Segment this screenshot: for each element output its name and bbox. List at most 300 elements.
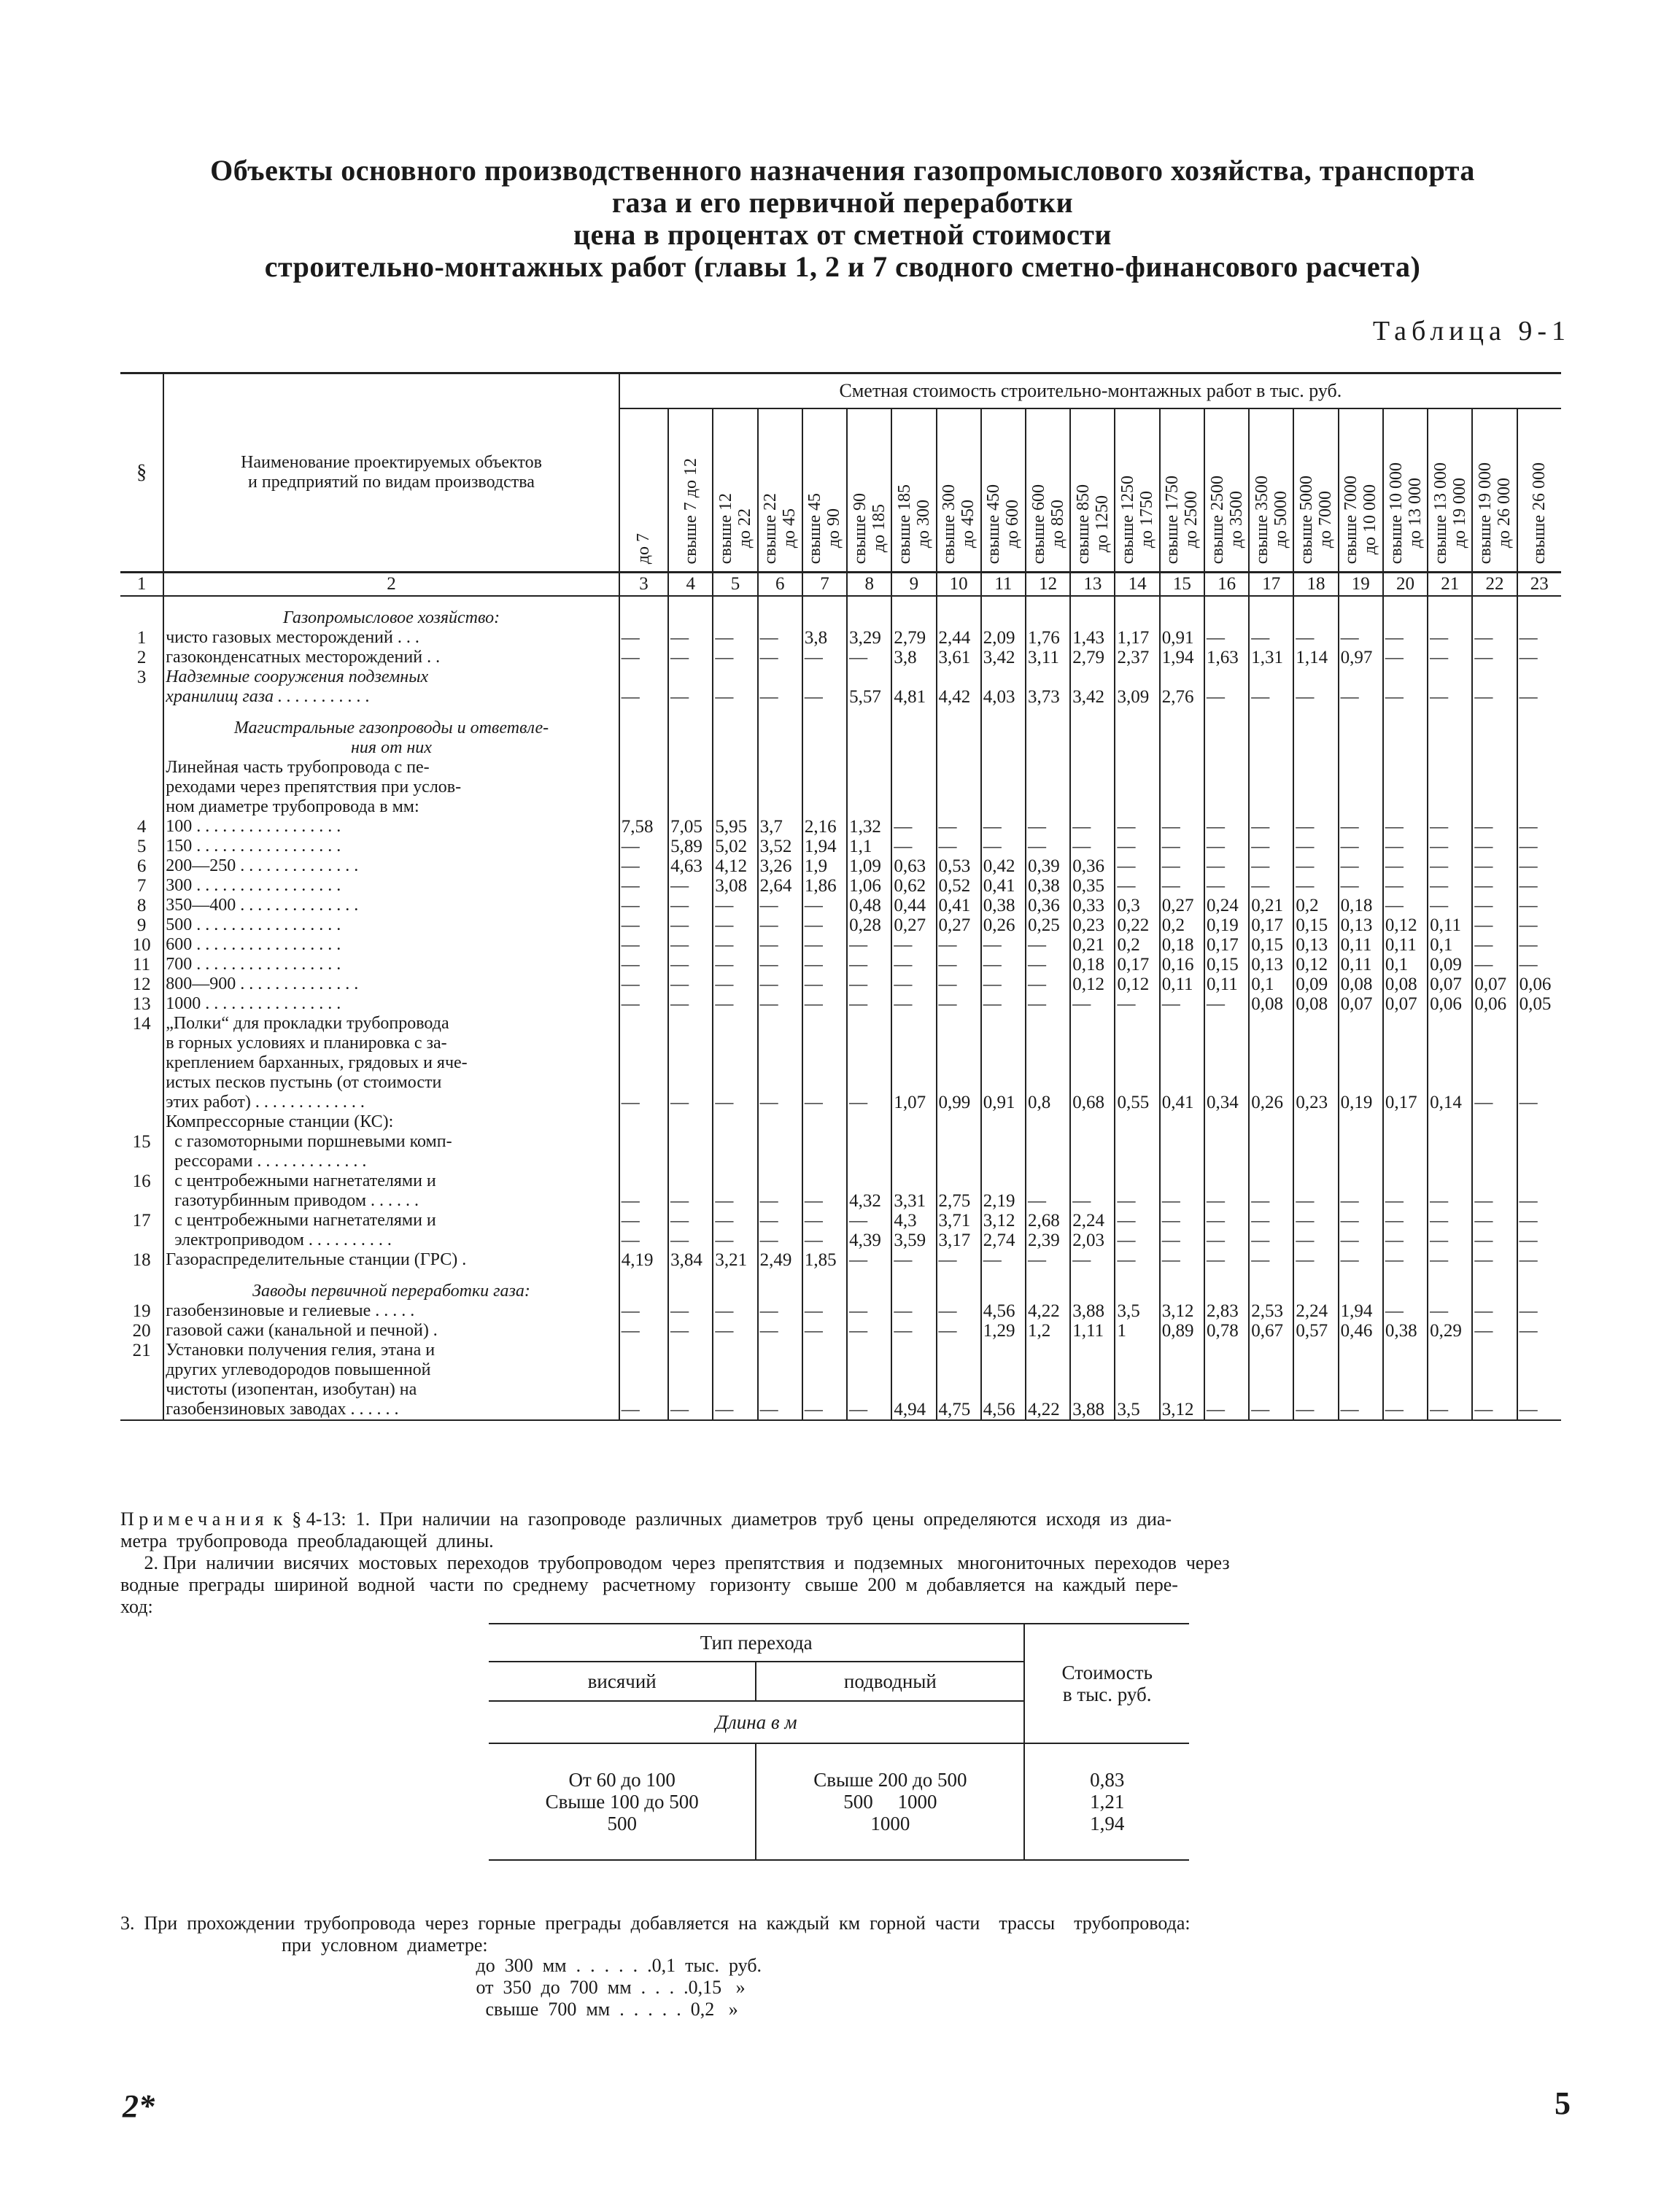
price-cell: — — — — — — — — 0,07 0,06 [1472,758,1517,1014]
empty-cell [668,707,713,758]
price-cell: — — — [847,1301,891,1420]
price-table [120,372,1561,1421]
price-cell: — — [1383,628,1428,667]
range-label: свыше 3500 до 5000 [1252,475,1290,564]
name-header: Наименование проектируемых объектов и предприятий по видам производства [163,373,619,573]
price-cell: — — 0,42 0,41 0,38 0,26 — — — — [981,758,1026,1014]
range-header [847,408,891,573]
empty-cell [1293,707,1338,758]
empty-cell [1249,596,1293,628]
price-cell: — — — — — 0,11 0,1 0,09 0,07 0,06 [1428,758,1472,1014]
range-header [937,408,981,573]
price-cell: 3,8 — [802,628,847,667]
range-label: свыше 12 до 22 [716,492,754,564]
empty-cell [713,1270,757,1301]
empty-cell [1293,596,1338,628]
price-cell: — [847,1014,891,1112]
empty-cell [1160,707,1204,758]
hanging-header: висячий [489,1662,756,1701]
price-cell: 5,95 5,02 4,12 3,08 — — — — — — [713,758,757,1014]
price-cell: 0,17 [1383,1014,1428,1112]
range-header [1383,408,1428,573]
hanging-values: От 60 до 100 Свыше 100 до 500 500 [489,1743,756,1860]
range-label: свыше 13 000 до 19 000 [1431,462,1469,564]
price-cell: 5,57 [847,667,891,707]
price-cell: — — [758,628,802,667]
price-cell: 2,24 0,57 — [1293,1301,1338,1420]
footer-left-mark: 2* [123,2088,155,2124]
price-cell: — [713,1014,757,1112]
price-cell: — [1204,667,1249,707]
price-cell: — — — — [1160,1112,1204,1270]
price-cell: 0,14 [1428,1014,1472,1112]
price-cell: 0,91 1,94 [1160,628,1204,667]
empty-cell [802,596,847,628]
price-cell: — — — — 0,24 0,19 0,17 0,15 0,11 — [1204,758,1249,1014]
range-header [1026,408,1070,573]
empty-cell [1204,1270,1249,1301]
price-cell: — — [668,628,713,667]
price-cell: — — — — [1517,1112,1561,1270]
price-cell: 4,22 1,2 4,22 [1026,1301,1070,1420]
note-2: 2. При наличии висячих мостовых переходов трубопроводом через препятствия и подземных многониточных переходов через водные преграды шириной водной части по среднему расчетному горизонту свыше 200 м добавляется на каждый пере- ход: [120,1552,1230,1617]
price-cell: — — — [802,1301,847,1420]
price-cell: 2,76 [1160,667,1204,707]
price-cell: — — [1428,628,1472,667]
column-number: 18 [1293,573,1338,597]
empty-cell [1383,1270,1428,1301]
range-header [1249,408,1293,573]
price-cell: 0,23 [1293,1014,1338,1112]
empty-cell [1517,707,1561,758]
price-cell: — 1,31 [1249,628,1293,667]
price-cell: — — — [619,1301,668,1420]
range-header [1070,408,1115,573]
price-cell: — — — — [1428,1112,1472,1270]
range-label: свыше 19 000 до 26 000 [1475,462,1514,564]
price-cell: 2,16 1,94 1,9 1,86 — — — — — — [802,758,847,1014]
range-header [668,408,713,573]
price-cell: — — 4,94 [891,1301,936,1420]
empty-cell [668,596,713,628]
range-label: свыше 10 000 до 13 000 [1386,462,1425,564]
price-cell: — [1383,667,1428,707]
price-cell: 1,76 3,11 [1026,628,1070,667]
price-cell: 3,88 1,11 3,88 [1070,1301,1115,1420]
price-cell: — [619,1014,668,1112]
price-cell: 0,99 [937,1014,981,1112]
empty-cell [847,707,891,758]
range-label: свыше 450 до 600 [984,484,1023,564]
price-cell: — — — — [1383,1112,1428,1270]
column-number: 7 [802,573,847,597]
empty-cell [1070,596,1115,628]
empty-cell [847,596,891,628]
price-cell: — [1293,667,1338,707]
title-line-4: строительно-монтажных работ (главы 1, 2 и 7 сводного сметно-финансового расчета) [264,250,1421,283]
price-cell: 0,8 [1026,1014,1070,1112]
column-number: 13 [1070,573,1115,597]
price-cell: 0,19 [1339,1014,1383,1112]
price-cell: — [802,667,847,707]
price-cell: 1,17 2,37 [1115,628,1159,667]
price-cell: 3,29 — [847,628,891,667]
empty-cell [619,596,668,628]
price-cell: — [668,1014,713,1112]
price-cell: — — — 2,49 [758,1112,802,1270]
column-number: 17 [1249,573,1293,597]
range-label: свыше 2500 до 3500 [1207,475,1246,564]
note-3-values: до 300 мм . . . . . .0,1 тыс. руб. от 350 до 700 мм . . . .0,15 » свыше 700 мм . . . . . 0,2 » [476,1955,762,2020]
column-number: 22 [1472,573,1517,597]
price-cell: 0,91 [981,1014,1026,1112]
price-cell: 0,26 [1249,1014,1293,1112]
price-cell: 3,12 0,89 3,12 [1160,1301,1204,1420]
price-cell: — — — [1517,1301,1561,1420]
column-number: 12 [1026,573,1070,597]
price-cell: — [1472,667,1517,707]
empty-cell [1115,596,1159,628]
price-cell: — — — 4,19 [619,1112,668,1270]
object-name: Газопромысловое хозяйство: [163,596,619,628]
length-header: Длина в м [715,1711,797,1733]
empty-cell [1026,707,1070,758]
empty-cell [1472,596,1517,628]
range-label: свыше 7000 до 10 000 [1342,475,1380,564]
empty-cell [1383,707,1428,758]
price-cell: 3,73 [1026,667,1070,707]
underwater-values: Свыше 200 до 500 500 1000 1000 [756,1743,1024,1860]
object-name: „Полки“ для прокладки трубопровода в горных условиях и планировка с за- креплением барханных, грядовых и яче- истых песков пустынь (от стоимости этих работ) . . . . . . . . . . . . . [163,1014,619,1112]
object-name: Надземные сооружения подземных хранилищ газа . . . . . . . . . . . [163,667,619,707]
price-cell: — [1472,1014,1517,1112]
empty-cell [758,1270,802,1301]
empty-cell [937,596,981,628]
price-cell: — — — — — 0,12 0,11 0,1 0,08 0,07 [1383,758,1428,1014]
section-number: 19 20 21 [120,1301,163,1420]
range-header [758,408,802,573]
price-cell: 1,43 2,79 [1070,628,1115,667]
cost-group-header: Сметная стоимость строительно-монтажных работ в тыс. руб. [619,373,1561,409]
price-cell: — 0,38 — [1383,1301,1428,1420]
price-cell: — — — — [1472,1112,1517,1270]
column-number: 8 [847,573,891,597]
title-line-3: цена в процентах от сметной стоимости [573,218,1112,251]
range-header [1204,408,1249,573]
range-label: свыше 300 до 450 [940,484,978,564]
empty-cell [619,1270,668,1301]
range-header [891,408,936,573]
range-header [619,408,668,573]
price-cell: — — — — [1204,1112,1249,1270]
price-cell: 3,7 3,52 3,26 2,64 — — — — — — [758,758,802,1014]
type-header: Тип перехода [489,1624,1024,1662]
empty-cell [891,707,936,758]
price-cell: 3,09 [1115,667,1159,707]
range-header [1428,408,1472,573]
range-header [713,408,757,573]
column-number: 6 [758,573,802,597]
price-cell: — — — 1,85 [802,1112,847,1270]
title-line-1: Объекты основного производственного назначения газопромыслового хозяйства, транспорта [210,154,1475,187]
price-cell: — — 0,53 0,52 0,41 0,27 — — — — [937,758,981,1014]
section-number [120,707,163,758]
price-cell: 1,32 1,1 1,09 1,06 0,48 0,28 — — — — [847,758,891,1014]
price-cell: 0,68 [1070,1014,1115,1112]
empty-cell [1472,1270,1517,1301]
empty-cell [981,596,1026,628]
note-3: 3. При прохождении трубопровода через горные преграды добавляется на каждый км горной части трассы трубопровода: при условном диаметре: [120,1913,1191,1956]
empty-cell [847,1270,891,1301]
range-label: свыше 7 до 12 [681,457,700,564]
range-header [1160,408,1204,573]
object-name: Компрессорные станции (КС): с газомоторными поршневыми комп- рессорами . . . . . . . . . . . . . с центробежными нагнетателями и газотурбинным приводом . . . . . . с центробежными нагнетателями и электроприводом . . . . . . . . . . Газораспределительные станции (ГРС) . [163,1112,619,1270]
column-number: 16 [1204,573,1249,597]
price-cell: — [758,667,802,707]
range-label: свыше 1750 до 2500 [1163,475,1201,564]
range-label: свыше 1250 до 1750 [1118,475,1157,564]
empty-cell [1293,1270,1338,1301]
range-label: свыше 45 до 90 [805,492,844,564]
price-cell: — — — [1472,1301,1517,1420]
price-cell: — — — — [1293,1112,1338,1270]
range-label: свыше 850 до 1250 [1073,484,1112,564]
underwater-header: подводный [756,1662,1024,1701]
price-cell: 1,07 [891,1014,936,1112]
price-cell: — — 0,63 0,62 0,44 0,27 — — — — [891,758,936,1014]
price-cell: — — — — 0,18 0,13 0,11 0,11 0,08 0,07 [1339,758,1383,1014]
empty-cell [1339,596,1383,628]
empty-cell [802,707,847,758]
table-label: Таблица 9-1 [1372,316,1571,346]
column-number: 20 [1383,573,1428,597]
price-cell: 0,55 [1115,1014,1159,1112]
price-cell: 2,79 3,8 [891,628,936,667]
column-number: 21 [1428,573,1472,597]
table-row [120,1014,1561,1112]
range-label: до 7 [634,532,654,564]
column-number: 15 [1160,573,1204,597]
title-line-2: газа и его первичной переработки [611,186,1074,219]
empty-cell [1070,1270,1115,1301]
price-cell: — — — — 0,2 0,15 0,13 0,12 0,09 0,08 [1293,758,1338,1014]
price-cell: — [1517,1014,1561,1112]
empty-cell [1249,1270,1293,1301]
empty-cell [937,707,981,758]
section-number: 4 5 6 7 8 9 10 11 12 13 [132,817,151,1014]
column-number: 5 [713,573,757,597]
empty-cell [1204,596,1249,628]
section-number: 14 [132,1014,151,1034]
range-header [802,408,847,573]
price-cell: 2,19 3,12 2,74 — [981,1112,1026,1270]
price-cell: — — — — [1339,1112,1383,1270]
column-number: 14 [1115,573,1159,597]
price-cell: — — [1472,628,1517,667]
empty-cell [937,1270,981,1301]
section-number [120,1270,163,1301]
range-header [1115,408,1159,573]
empty-cell [1428,596,1472,628]
table-row [120,628,1561,667]
column-number: 19 [1339,573,1383,597]
section-number: 1 2 [136,628,147,667]
price-cell: — [1428,667,1472,707]
price-cell: — [668,667,713,707]
price-cell: — 1,14 [1293,628,1338,667]
price-cell: — — — — [1249,1112,1293,1270]
price-cell: — [1249,667,1293,707]
crossing-table [489,1623,1189,1861]
price-cell: 0,41 [1160,1014,1204,1112]
price-cell: — — — [758,1301,802,1420]
object-name: Заводы первичной переработки газа: [163,1270,619,1301]
range-label: свыше 90 до 185 [850,492,889,564]
price-cell: — — [713,628,757,667]
column-number: 4 [668,573,713,597]
column-number: 2 [163,573,619,597]
price-cell: — — — — 0,21 0,17 0,15 0,13 0,1 0,08 [1249,758,1293,1014]
empty-cell [713,707,757,758]
empty-cell [758,596,802,628]
cost-header: Стоимость в тыс. руб. [1024,1624,1189,1743]
price-cell: 7,05 5,89 4,63 — — — — — — — [668,758,713,1014]
empty-cell [891,596,936,628]
range-header [1517,408,1561,573]
note-1: П р и м е ч а н и я к § 4-13: 1. При наличии на газопроводе различных диаметров труб цены определяются исходя из диа- метра трубопровода преобладающей длины. [120,1508,1172,1551]
range-header [1339,408,1383,573]
price-cell: — — — 3,21 [713,1112,757,1270]
price-cell: — 0,97 [1339,628,1383,667]
price-cell: 3,5 1 3,5 [1115,1301,1159,1420]
empty-cell [981,1270,1026,1301]
price-cell: — — — — [1115,1112,1159,1270]
object-name: газобензиновые и гелиевые . . . . . газовой сажи (канальной и печной) . Установки получения гелия, этана и других углеводородов повышенной чистоты (изопентан, изобутан) на газобензиновых заводах . . . . . . [163,1301,619,1420]
price-cell: 1,94 0,46 — [1339,1301,1383,1420]
price-cell: 3,42 [1070,667,1115,707]
range-label: свыше 22 до 45 [761,492,800,564]
empty-cell [1383,596,1428,628]
price-cell: — — [1517,628,1561,667]
empty-cell [1115,1270,1159,1301]
range-label: свыше 600 до 850 [1029,484,1067,564]
column-number: 23 [1517,573,1561,597]
price-cell: 2,44 3,61 [937,628,981,667]
price-cell: — — — — 0,3 0,22 0,2 0,17 0,12 — [1115,758,1159,1014]
object-name: чисто газовых месторождений . . . газоконденсатных месторождений . . [163,628,619,667]
section-number [120,596,163,628]
range-label: свыше 185 до 300 [894,484,933,564]
column-number: 3 [619,573,668,597]
price-cell: 4,42 [937,667,981,707]
price-cell: — — — [668,1301,713,1420]
empty-cell [1339,707,1383,758]
column-number: 1 [120,573,163,597]
empty-cell [1428,707,1472,758]
table-body [120,596,1561,1420]
price-cell: — [1517,667,1561,707]
range-header [1472,408,1517,573]
empty-cell [1339,1270,1383,1301]
empty-cell [1472,707,1517,758]
price-cell: 0,34 [1204,1014,1249,1112]
empty-cell [1428,1270,1472,1301]
range-header [981,408,1026,573]
price-cell: — 1,63 [1204,628,1249,667]
price-cell: — [1339,667,1383,707]
table-row [120,1301,1561,1420]
empty-cell [668,1270,713,1301]
price-cell: — — — — 0,27 0,2 0,18 0,16 0,11 — [1160,758,1204,1014]
column-number-row [120,573,1561,597]
section-number: 3 [136,667,147,687]
table-row [120,1112,1561,1270]
price-cell: — — 4,75 [937,1301,981,1420]
empty-cell [1249,707,1293,758]
table-row [120,707,1561,758]
empty-cell [758,707,802,758]
price-cell: 4,32 — 4,39 — [847,1112,891,1270]
cost-values: 0,83 1,21 1,94 [1024,1743,1189,1860]
table-row [120,758,1561,1014]
table-row [120,596,1561,628]
price-cell: — — [619,628,668,667]
price-cell: 2,75 3,71 3,17 — [937,1112,981,1270]
price-cell: 2,83 0,78 — [1204,1301,1249,1420]
price-cell: — [713,667,757,707]
price-cell: — 2,24 2,03 — [1070,1112,1115,1270]
empty-cell [619,707,668,758]
price-cell: 2,09 3,42 [981,628,1026,667]
price-cell: — — — [713,1301,757,1420]
range-label: свыше 26 000 [1530,462,1549,564]
object-name: Линейная часть трубопровода с пе- реходами через препятствия при услов- ном диаметре трубопровода в мм: 100 . . . . . . . . . . . . . . . . . 150 . . . . . . . . . . . . . . . . . 200—250 . . . . . . . . . . . . . . 300 . . . . . . . . . . . . . . . . . 350—400 . . . . . . . . . . . . . . 500 . . . . . . . . . . . . . . . . . 600 . . . . . . . . . . . . . . . . . 700 . . . . . . . . . . . . . . . . . 800—900 . . . . . . . . . . . . . . 1000 . . . . . . . . . . . . . . . . [163,758,619,1014]
price-cell: — — — — — — — — 0,06 0,05 [1517,758,1561,1014]
column-number: 9 [891,573,936,597]
page-number: 5 [1555,2085,1571,2121]
column-number: 10 [937,573,981,597]
price-cell: — 2,68 2,39 — [1026,1112,1070,1270]
empty-cell [1160,596,1204,628]
price-cell: 4,03 [981,667,1026,707]
section-number: 15 16 17 18 [132,1132,151,1270]
empty-cell [1026,1270,1070,1301]
empty-cell [1517,596,1561,628]
price-cell: 2,53 0,67 — [1249,1301,1293,1420]
empty-cell [1160,1270,1204,1301]
price-cell: — [758,1014,802,1112]
price-cell: 3,31 4,3 3,59 — [891,1112,936,1270]
price-cell: — — 0,39 0,38 0,36 0,25 — — — — [1026,758,1070,1014]
empty-cell [891,1270,936,1301]
empty-cell [713,596,757,628]
range-label: свыше 5000 до 7000 [1297,475,1336,564]
price-cell: — — 0,36 0,35 0,33 0,23 0,21 0,18 0,12 — [1070,758,1115,1014]
empty-cell [1517,1270,1561,1301]
column-number: 11 [981,573,1026,597]
section-header: § [120,373,163,573]
price-cell: 7,58 — — — — — — — — — [619,758,668,1014]
price-cell: 4,81 [891,667,936,707]
empty-cell [1070,707,1115,758]
price-cell: 4,56 1,29 4,56 [981,1301,1026,1420]
empty-cell [1026,596,1070,628]
price-cell: — [619,667,668,707]
empty-cell [802,1270,847,1301]
empty-cell [1115,707,1159,758]
empty-cell [1204,707,1249,758]
empty-cell [981,707,1026,758]
